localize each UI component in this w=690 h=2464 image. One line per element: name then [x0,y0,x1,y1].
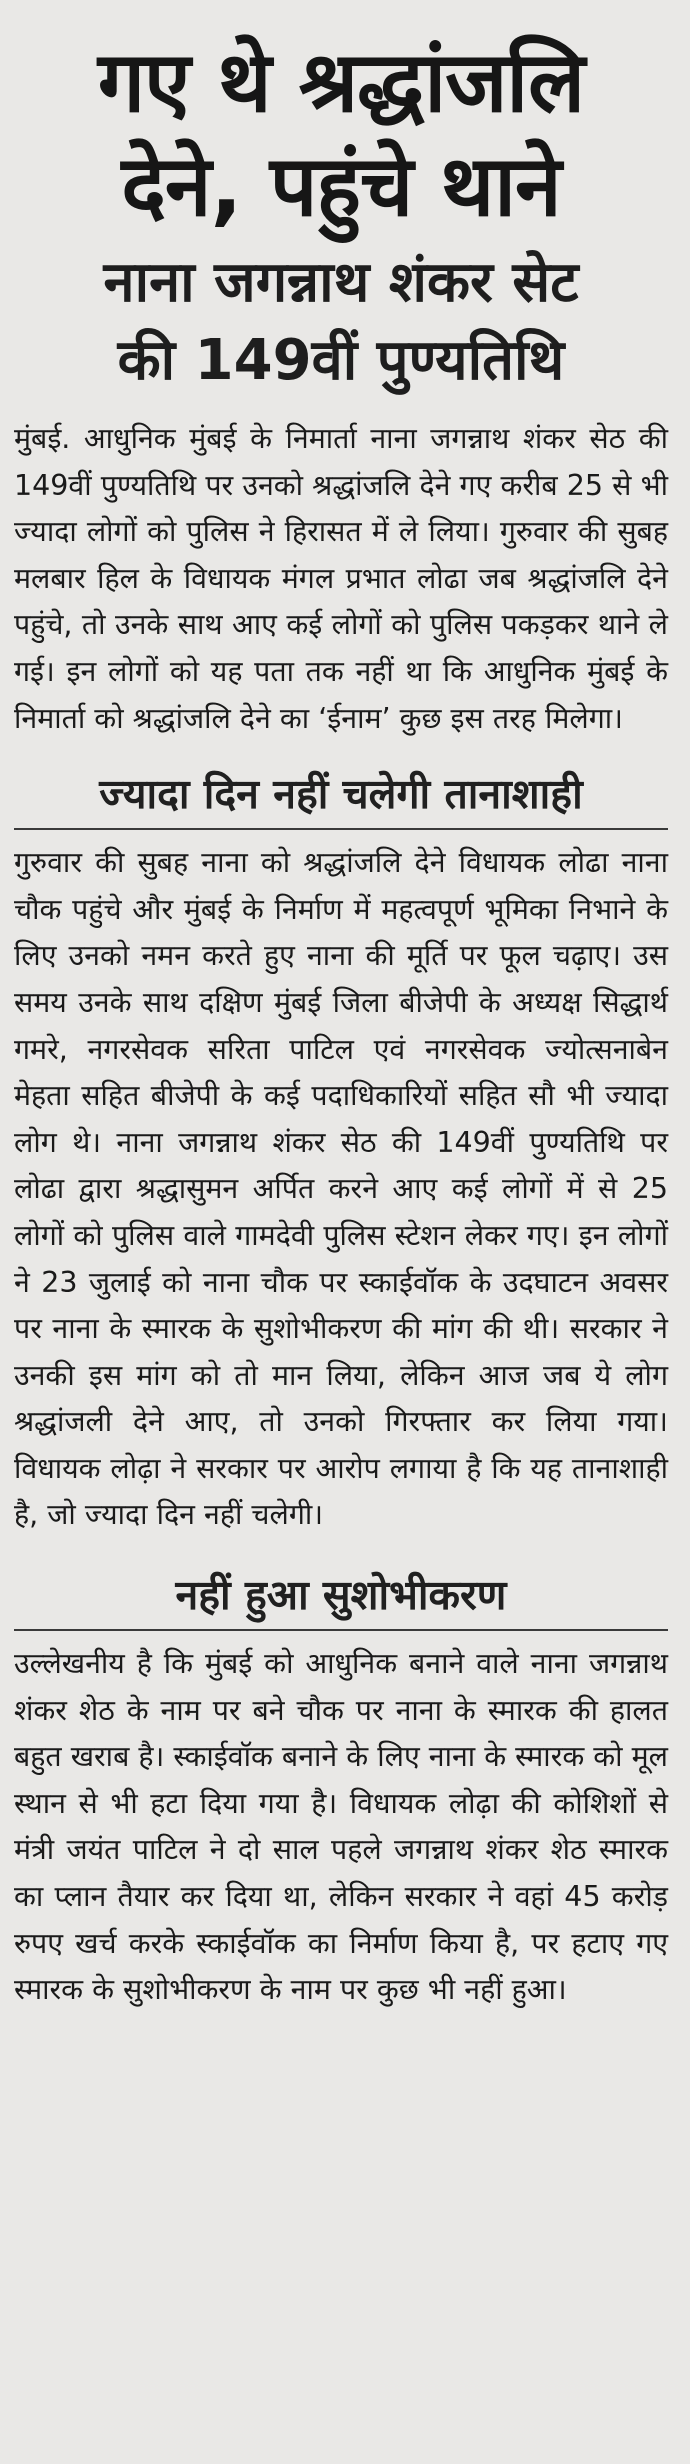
headline [14,30,668,238]
subheadline-line-2: की 149वीं पुण्यतिथि [117,328,565,393]
headline-line-2: देने, पहुंचे थाने [121,137,561,235]
headline-line-1: गए थे श्रद्धांजलि [97,33,585,131]
section-paragraph-dictatorship: गुरुवार की सुबह नाना को श्रद्धांजलि देने विधायक लोढा नाना चौक पहुंचे और मुंबई के निर्माण में महत्वपूर्ण भूमिका निभाने के लिए उनको नमन करते हुए नाना की मूर्ति पर फूल चढ़ाए। उस समय उनके साथ दक्षिण मुंबई जिला बीजेपी के अध्यक्ष सिद्धार्थ गमरे, नगरसेवक सरिता पाटिल एवं नगरसेवक ज्योत्सनाबेन मेहता सहित बीजेपी के कई पदाधिकारियों सहित सौ भी ज्यादा लोग थे। नाना जगन्नाथ शंकर सेठ की 149वीं पुण्यतिथि पर लोढा द्वारा श्रद्धासुमन अर्पित करने आए कई लोगों में से 25 लोगों को पुलिस वाले गामदेवी पुलिस स्टेशन लेकर गए। इन लोगों ने 23 जुलाई को नाना चौक पर स्काईवॉक के उदघाटन अवसर पर नाना के स्मारक के सुशोभीकरण की मांग की थी। सरकार ने उनकी इस मांग को तो मान लिया, लेकिन आज जब ये लोग श्रद्धांजली देने आए, तो उनको गिरफ्तार कर लिया गया। विधायक लोढ़ा ने सरकार पर आरोप लगाया है कि यह तानाशाही है, जो ज्यादा दिन नहीं चलेगी। [14,846,668,1532]
intro-paragraph: मुंबई. आधुनिक मुंबई के निमार्ता नाना जगन्नाथ शंकर सेठ की 149वीं पुण्यतिथि पर उनको श्रद्धांजलि देने गए करीब 25 से भी ज्यादा लोगों को पुलिस ने हिरासत में ले लिया। गुरुवार की सुबह मलबार हिल के विधायक मंगल प्रभात लोढा जब श्रद्धांजलि देने पहुंचे, तो उनके साथ आए कई लोगों को पुलिस पकड़कर थाने ले गई। इन लोगों को यह पता तक नहीं था कि आधुनिक मुंबई के निमार्ता को श्रद्धांजलि देने का ‘ईनाम’ कुछ इस तरह मिलेगा। [14,422,668,735]
subheadline [14,244,668,400]
section-heading-beautification: नहीं हुआ सुशोभीकरण [14,1565,668,1631]
section-paragraph-beautification: उल्लेखनीय है कि मुंबई को आधुनिक बनाने वाले नाना जगन्नाथ शंकर शेठ के नाम पर बने चौक पर नाना के स्मारक की हालत बहुत खराब है। स्काईवॉक बनाने के लिए नाना के स्मारक को मूल स्थान से भी हटा दिया गया है। विधायक लोढ़ा की कोशिशों से मंत्री जयंत पाटिल ने दो साल पहले जगन्नाथ शंकर शेठ स्मारक का प्लान तैयार कर दिया था, लेकिन सरकार ने वहां 45 करोड़ रुपए खर्च करके स्काईवॉक का निर्माण किया है, पर हटाए गए स्मारक के सुशोभीकरण के नाम पर कुछ भी नहीं हुआ। [14,1647,668,2007]
section-heading-dictatorship: ज्यादा दिन नहीं चलेगी तानाशाही [14,764,668,830]
subheadline-line-1: नाना जगन्नाथ शंकर सेट [103,250,579,315]
